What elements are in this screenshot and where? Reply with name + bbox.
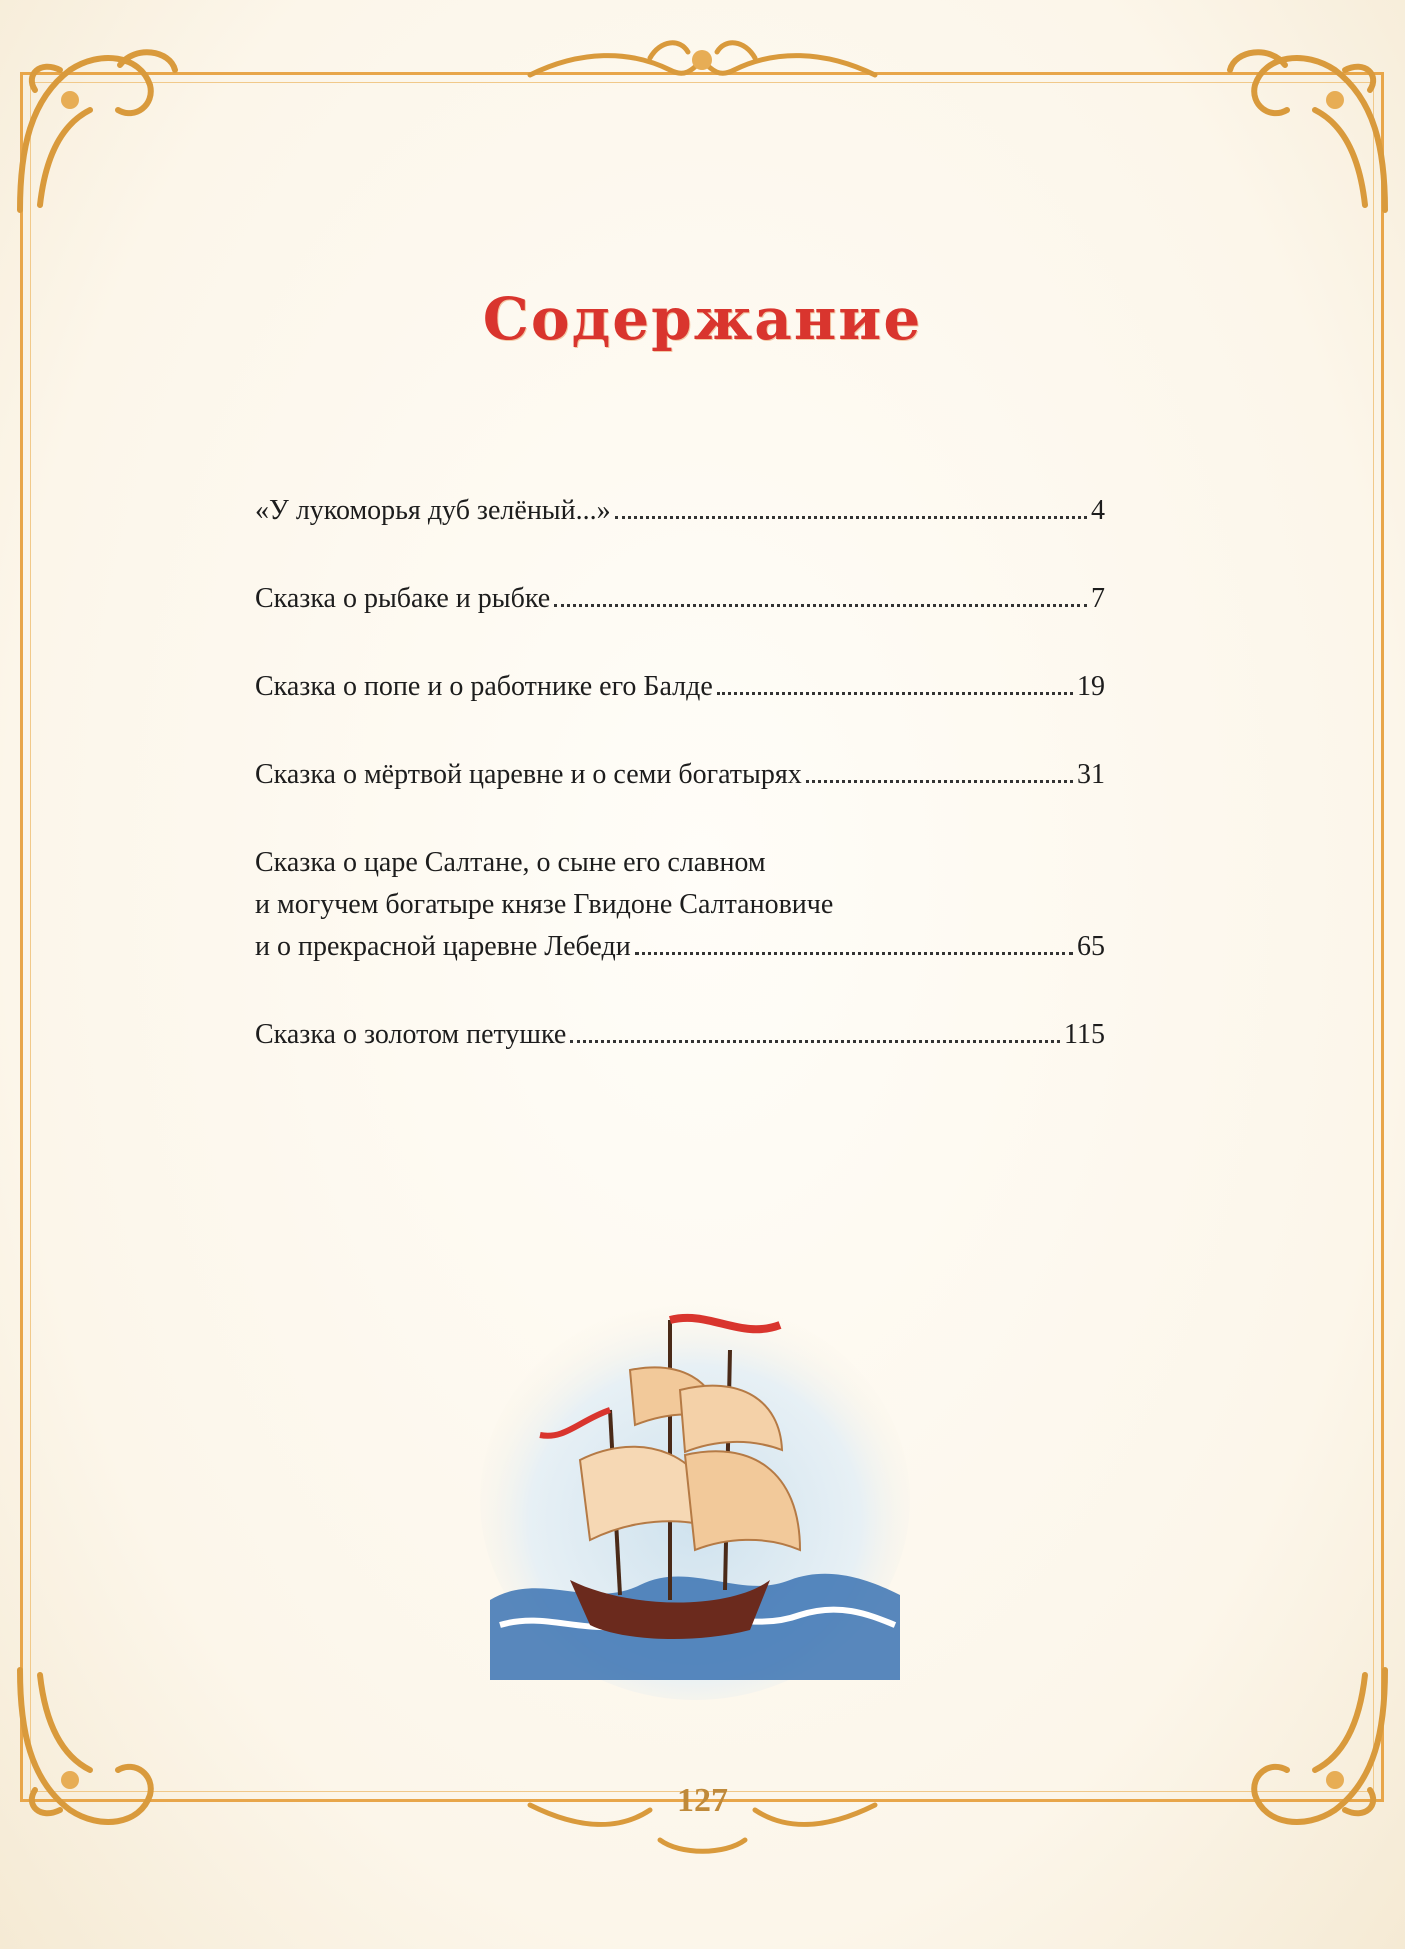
toc-leader-dots bbox=[717, 670, 1073, 695]
toc-entry-title: «У лукоморья дуб зелёный...» bbox=[255, 495, 611, 526]
toc-leader-dots bbox=[554, 582, 1087, 607]
toc-entry-title: Сказка о рыбаке и рыбке bbox=[255, 583, 551, 614]
toc-entry-page: 115 bbox=[1064, 1019, 1105, 1050]
toc-entry bbox=[255, 490, 1105, 532]
toc-entry-title: Сказка о золотом петушке bbox=[255, 1019, 567, 1050]
toc-entry-page: 7 bbox=[1091, 583, 1105, 614]
ornament-top-center-icon bbox=[520, 30, 885, 100]
toc-entry-page: 65 bbox=[1077, 931, 1105, 962]
toc-leader-dots bbox=[615, 494, 1087, 519]
toc-entry-page: 31 bbox=[1077, 759, 1105, 790]
page-number: 127 bbox=[677, 1782, 728, 1819]
toc-entry bbox=[255, 666, 1105, 708]
toc-entry-title-line: и могучем богатыре князе Гвидоне Салтановиче bbox=[255, 889, 834, 920]
ship-illustration bbox=[470, 1280, 920, 1700]
toc-leader-dots bbox=[806, 758, 1073, 783]
toc-entry bbox=[255, 1014, 1105, 1056]
toc-entry-title-line: Сказка о царе Салтане, о сыне его славном bbox=[255, 847, 766, 878]
ornament-bottom-right-icon bbox=[1215, 1660, 1405, 1850]
ornament-top-right-icon bbox=[1215, 30, 1405, 220]
page-title: Содержание bbox=[482, 285, 923, 353]
toc-entry-title: и о прекрасной царевне Лебеди bbox=[255, 931, 631, 962]
toc-entry-title: Сказка о мёртвой царевне и о семи богатырях bbox=[255, 759, 802, 790]
ornament-bottom-left-icon bbox=[0, 1660, 190, 1850]
toc-leader-dots bbox=[635, 930, 1073, 955]
toc-entry-page: 19 bbox=[1077, 671, 1105, 702]
toc-entry bbox=[255, 578, 1105, 620]
table-of-contents bbox=[255, 490, 1105, 1102]
ornament-top-left-icon bbox=[0, 30, 190, 220]
toc-leader-dots bbox=[570, 1018, 1060, 1043]
toc-entry bbox=[255, 754, 1105, 796]
toc-entry bbox=[255, 842, 1105, 968]
toc-entry-title: Сказка о попе и о работнике его Балде bbox=[255, 671, 713, 702]
toc-entry-page: 4 bbox=[1091, 495, 1105, 526]
